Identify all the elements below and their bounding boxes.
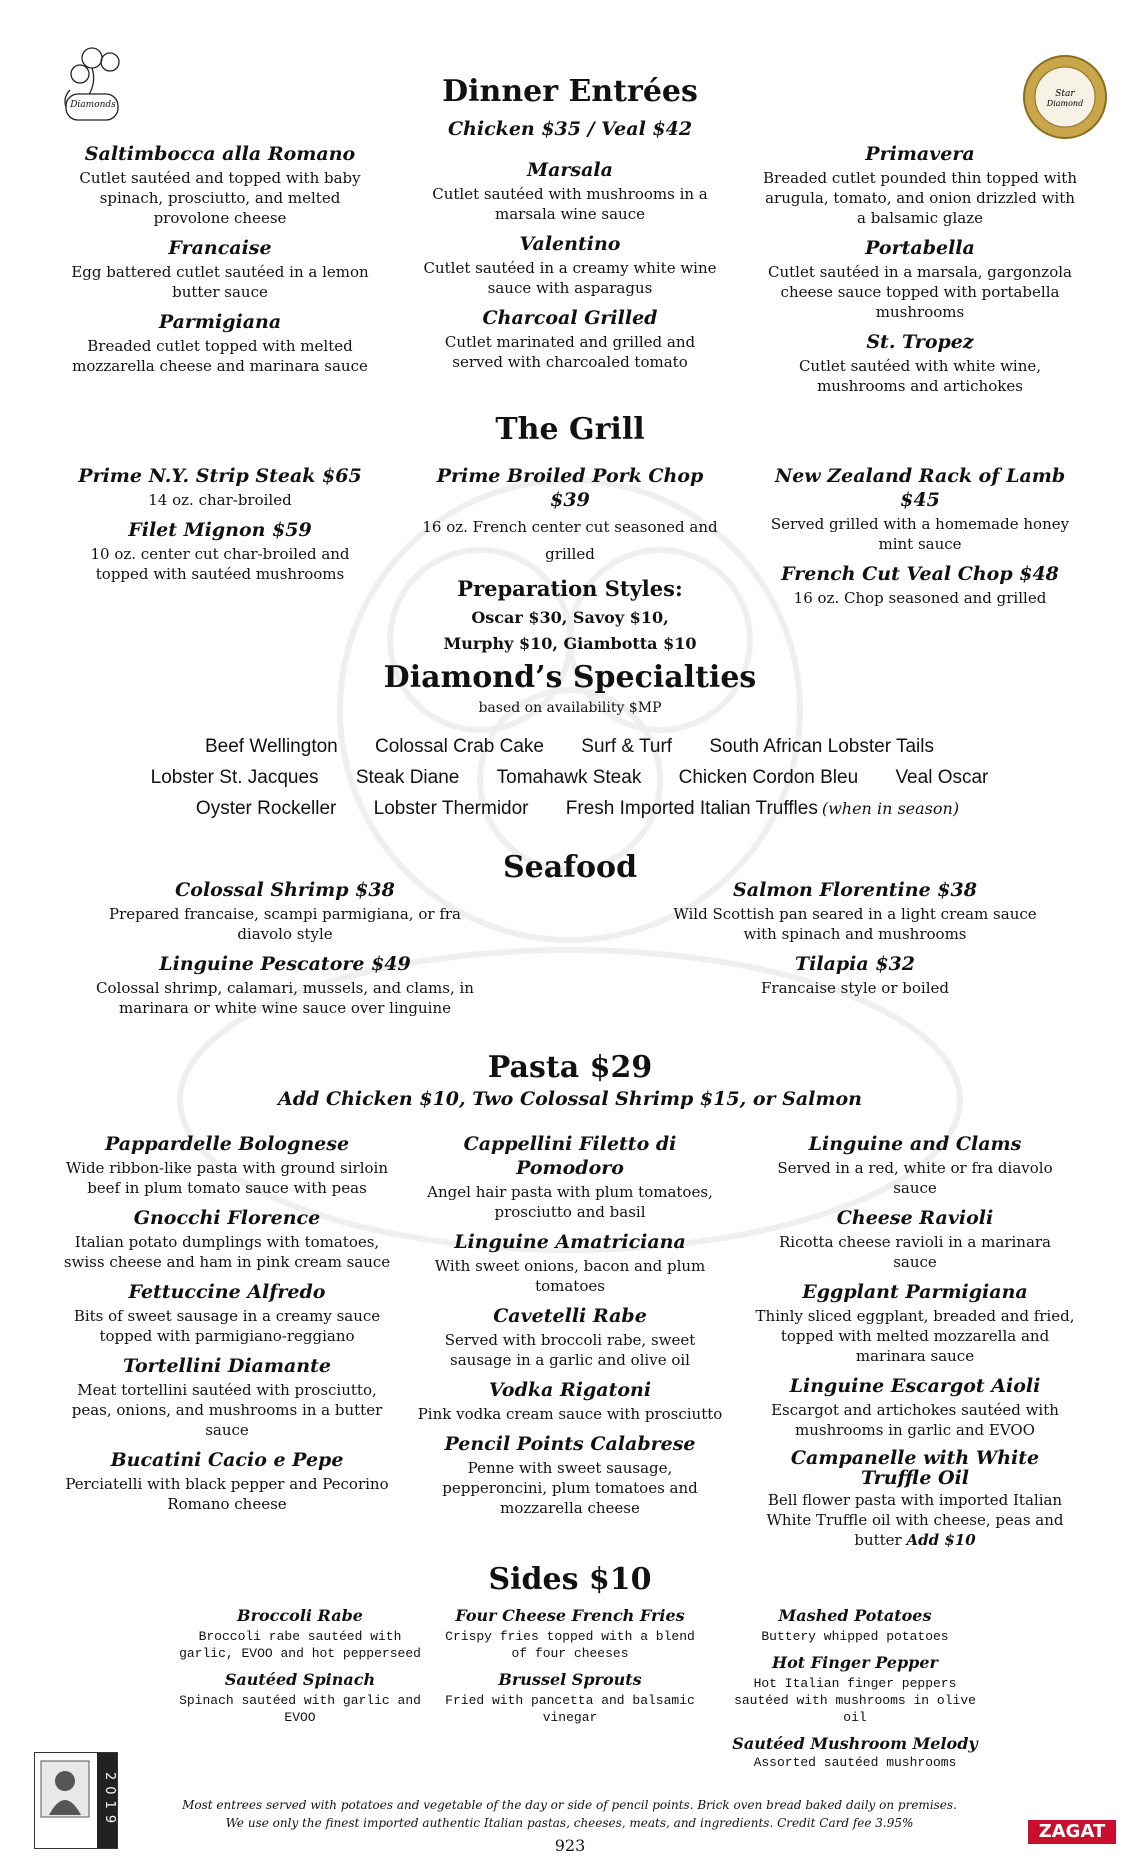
specialties-row-3: [0, 798, 1139, 820]
item-desc: Meat tortellini sautéed with prosciutto, peas, onions, and mushrooms in a butter sauce: [71, 1381, 383, 1439]
item-name: Portabella: [865, 237, 975, 259]
menu-item: [62, 1280, 392, 1346]
specialty-item: Lobster St. Jacques: [150, 767, 319, 788]
item-name: Vodka Rigatoni: [488, 1379, 652, 1401]
specialty-item: Lobster Thermidor: [373, 798, 529, 819]
item-name: Francaise: [168, 237, 272, 259]
item-desc: Francaise style or boiled: [761, 979, 949, 997]
grill-right-column: [760, 464, 1080, 616]
item-desc: Perciatelli with black pepper and Pecorino Romano cheese: [65, 1475, 389, 1513]
item-desc: 16 oz. French center cut seasoned and grilled: [422, 518, 718, 563]
item-desc: Bell flower pasta with imported Italian White Truffle oil with cheese, peas and butter: [766, 1491, 1064, 1549]
item-desc: Egg battered cutlet sautéed in a lemon butter sauce: [71, 263, 369, 301]
specialties-row-1: [0, 736, 1139, 758]
specialty-item: Tomahawk Steak: [496, 767, 642, 788]
item-desc: Served grilled with a homemade honey mint sauce: [770, 515, 1070, 553]
item-name: St. Tropez: [866, 331, 974, 353]
item-name: French Cut Veal Chop $48: [781, 563, 1059, 585]
item-desc: With sweet onions, bacon and plum tomatoes: [434, 1257, 706, 1295]
item-desc: 16 oz. Chop seasoned and grilled: [793, 589, 1047, 607]
item-desc: Wild Scottish pan seared in a light cream sauce with spinach and mushrooms: [673, 905, 1037, 943]
menu-item: [70, 236, 370, 302]
item-name: Prime N.Y. Strip Steak $65: [78, 465, 362, 487]
grill-center-column: [420, 464, 720, 657]
menu-item: [415, 1304, 725, 1370]
menu-item: [95, 878, 475, 944]
menu-item: [70, 464, 370, 510]
item-name: Tortellini Diamante: [123, 1355, 331, 1377]
item-name: Linguine Escargot Aioli: [789, 1375, 1041, 1397]
specialties-row-2: [0, 767, 1139, 789]
item-name: Linguine and Clams: [808, 1133, 1022, 1155]
footer-note-2: We use only the finest imported authentic Italian pastas, cheeses, meats, and ingredients. Credit Card fee 3.95%: [225, 1816, 914, 1830]
grill-title: The Grill: [495, 412, 645, 447]
item-desc: Ricotta cheese ravioli in a marinara sauce: [778, 1233, 1051, 1271]
pasta-title: Pasta $29: [487, 1050, 653, 1085]
menu-item: [70, 142, 370, 228]
sides-center-column: [445, 1606, 695, 1734]
item-desc: Colossal shrimp, calamari, mussels, and clams, in marinara or white wine sauce over linguine: [96, 979, 474, 1017]
item-name: Campanelle with White Truffle Oil: [790, 1447, 1040, 1489]
item-desc: 14 oz. char-broiled: [148, 491, 292, 509]
menu-item: [415, 1132, 725, 1222]
sides-title: Sides $10: [488, 1562, 652, 1597]
item-name: Four Cheese French Fries: [455, 1606, 685, 1625]
item-desc: Cutlet sautéed and topped with baby spinach, prosciutto, and melted provolone cheese: [79, 169, 361, 227]
specialty-item: Surf & Turf: [581, 736, 673, 757]
logo-text: Diamonds: [70, 100, 116, 110]
sides-right-column: [725, 1606, 985, 1771]
menu-item: [755, 1280, 1075, 1366]
menu-item: [170, 1670, 430, 1726]
item-desc: Cutlet sautéed with mushrooms in a marsala wine sauce: [432, 185, 708, 223]
menu-item: [760, 142, 1080, 228]
seafood-left-column: [95, 878, 475, 1026]
item-name: Brussel Sprouts: [498, 1670, 642, 1689]
item-name: Gnocchi Florence: [133, 1207, 321, 1229]
item-name: Mashed Potatoes: [778, 1606, 932, 1625]
item-desc: Served in a red, white or fra diavolo sauce: [777, 1159, 1053, 1197]
menu-item: [420, 464, 720, 568]
item-name: Sautéed Spinach: [224, 1670, 376, 1689]
specialty-item: Fresh Imported Italian Truffles: [565, 798, 818, 819]
pasta-right-column: [755, 1132, 1075, 1558]
item-name: Cappellini Filetto di Pomodoro: [463, 1133, 677, 1179]
item-desc: Fried with pancetta and balsamic vinegar: [445, 1693, 695, 1725]
item-desc: Penne with sweet sausage, pepperoncini, plum tomatoes and mozzarella cheese: [442, 1459, 698, 1517]
specialty-item: Steak Diane: [355, 767, 460, 788]
svg-text:Diamond: Diamond: [1046, 99, 1084, 108]
specialty-item: Veal Oscar: [895, 767, 989, 788]
item-name: Cheese Ravioli: [836, 1207, 994, 1229]
menu-item: [755, 1206, 1075, 1272]
pasta-subtitle: Add Chicken $10, Two Colossal Shrimp $15, or Salmon: [278, 1088, 862, 1110]
prep-styles-line2: Murphy $10, Giambotta $10: [443, 634, 697, 653]
menu-item: [415, 1378, 725, 1424]
prep-styles-line1: Oscar $30, Savoy $10,: [471, 608, 669, 627]
add-on-price: Add $10: [906, 1531, 976, 1549]
item-desc: Spinach sautéed with garlic and EVOO: [179, 1693, 421, 1725]
menu-item: [725, 1653, 985, 1726]
menu-item: [70, 518, 370, 584]
menu-item: [760, 562, 1080, 608]
item-name: Saltimbocca alla Romano: [84, 143, 356, 165]
item-desc: 10 oz. center cut char-broiled and topped with sautéed mushrooms: [90, 545, 350, 583]
seafood-right-column: [660, 878, 1050, 1006]
item-name: Filet Mignon $59: [128, 519, 312, 541]
dinner-center-column: [420, 158, 720, 380]
badge-year: 2019: [97, 1753, 117, 1848]
menu-item: [760, 464, 1080, 554]
specialty-item: Oyster Rockeller: [195, 798, 337, 819]
dinner-right-column: [760, 142, 1080, 404]
item-desc: Broccoli rabe sautéed with garlic, EVOO and hot pepperseed: [179, 1629, 421, 1661]
page-number: 923: [554, 1836, 586, 1855]
item-name: Tilapia $32: [795, 953, 915, 975]
item-name: New Zealand Rack of Lamb $45: [774, 465, 1066, 511]
item-desc: Cutlet marinated and grilled and served with charcoaled tomato: [444, 333, 696, 371]
menu-item: [62, 1448, 392, 1514]
menu-item: [755, 1374, 1075, 1440]
specialty-item: Chicken Cordon Bleu: [678, 767, 859, 788]
item-desc: Prepared francaise, scampi parmigiana, or fra diavolo style: [109, 905, 461, 943]
item-desc: Cutlet sautéed in a creamy white wine sauce with asparagus: [423, 259, 717, 297]
seafood-title: Seafood: [502, 850, 638, 885]
menu-item: [445, 1670, 695, 1726]
dinner-subtitle: Chicken $35 / Veal $42: [447, 118, 693, 140]
menu-item: [725, 1734, 985, 1771]
menu-item: [170, 1606, 430, 1662]
menu-item: [62, 1354, 392, 1440]
footer-note-1: Most entrees served with potatoes and vegetable of the day or side of pencil points. Brick oven bread baked daily on premises.: [182, 1798, 957, 1812]
specialty-note: (when in season): [821, 799, 960, 818]
item-desc: Pink vodka cream sauce with prosciutto: [417, 1405, 723, 1423]
item-desc: Cutlet sautéed with white wine, mushrooms and artichokes: [798, 357, 1042, 395]
menu-item: [445, 1606, 695, 1662]
item-name: Pencil Points Calabrese: [444, 1433, 696, 1455]
item-desc: Escargot and artichokes sautéed with mushrooms in garlic and EVOO: [771, 1401, 1059, 1439]
restaurant-logo: [52, 40, 147, 130]
item-name: Sautéed Mushroom Melody: [732, 1734, 978, 1753]
award-seal: [1022, 54, 1108, 140]
item-desc: Buttery whipped potatoes: [761, 1629, 949, 1644]
item-name: Prime Broiled Pork Chop $39: [436, 465, 704, 511]
item-desc: Italian potato dumplings with tomatoes, swiss cheese and ham in pink cream sauce: [63, 1233, 391, 1271]
menu-item: [755, 1448, 1075, 1550]
menu-item: [62, 1206, 392, 1272]
item-desc: Hot Italian finger peppers sautéed with mushrooms in olive oil: [734, 1676, 976, 1725]
item-name: Broccoli Rabe: [237, 1606, 363, 1625]
item-desc: Cutlet sautéed in a marsala, gargonzola cheese sauce topped with portabella mushrooms: [768, 263, 1072, 321]
menu-item: [420, 232, 720, 298]
menu-item: [755, 1132, 1075, 1198]
menu-item: [660, 952, 1050, 998]
specialties-title: Diamond’s Specialties: [383, 660, 757, 695]
menu-item: [660, 878, 1050, 944]
menu-item: [760, 330, 1080, 396]
pasta-center-column: [415, 1132, 725, 1526]
item-name: Parmigiana: [158, 311, 282, 333]
item-name: Charcoal Grilled: [482, 307, 658, 329]
item-desc: Breaded cutlet topped with melted mozzarella cheese and marinara sauce: [72, 337, 368, 375]
item-name: Valentino: [519, 233, 621, 255]
item-desc: Thinly sliced eggplant, breaded and fried, topped with melted mozzarella and marinara sauce: [755, 1307, 1075, 1365]
item-name: Linguine Pescatore $49: [159, 953, 411, 975]
item-desc: Served with broccoli rabe, sweet sausage in a garlic and olive oil: [444, 1331, 696, 1369]
item-name: Hot Finger Pepper: [772, 1653, 938, 1672]
sides-left-column: [170, 1606, 430, 1734]
menu-item: [420, 158, 720, 224]
item-name: Primavera: [865, 143, 975, 165]
item-desc: Wide ribbon-like pasta with ground sirloin beef in plum tomato sauce with peas: [66, 1159, 388, 1197]
menu-item: [415, 1230, 725, 1296]
specialty-item: Colossal Crab Cake: [375, 736, 544, 757]
zagat-logo: ZAGAT: [1028, 1820, 1116, 1844]
menu-item: [70, 310, 370, 376]
dinner-title: Dinner Entrées: [442, 74, 698, 109]
menu-item: [62, 1132, 392, 1198]
menu-item: [420, 306, 720, 372]
specialty-item: South African Lobster Tails: [709, 736, 934, 757]
item-desc: Angel hair pasta with plum tomatoes, prosciutto and basil: [427, 1183, 713, 1221]
menu-item: [725, 1606, 985, 1645]
item-name: Cavetelli Rabe: [493, 1305, 647, 1327]
flower-logo-icon: [52, 40, 147, 130]
grill-left-column: [70, 464, 370, 592]
item-name: Colossal Shrimp $38: [175, 879, 395, 901]
svg-text:Star: Star: [1055, 89, 1075, 99]
specialties-subtitle: based on availability $MP: [478, 700, 662, 716]
specialty-item: Beef Wellington: [205, 736, 338, 757]
award-seal-icon: [1022, 54, 1108, 140]
item-desc: Bits of sweet sausage in a creamy sauce topped with parmigiano-reggiano: [73, 1307, 381, 1345]
item-name: Pappardelle Bolognese: [104, 1133, 350, 1155]
pasta-left-column: [62, 1132, 392, 1522]
dinner-left-column: [70, 142, 370, 384]
item-desc: Breaded cutlet pounded thin topped with arugula, tomato, and onion drizzled with a balsamic glaze: [763, 169, 1077, 227]
menu-item: [95, 952, 475, 1018]
menu-item: [760, 236, 1080, 322]
item-name: Marsala: [527, 159, 613, 181]
item-name: Salmon Florentine $38: [733, 879, 977, 901]
item-name: Fettuccine Alfredo: [128, 1281, 326, 1303]
item-desc: Crispy fries topped with a blend of four cheeses: [445, 1629, 695, 1661]
item-name: Bucatini Cacio e Pepe: [110, 1449, 344, 1471]
item-name: Eggplant Parmigiana: [802, 1281, 1028, 1303]
prep-styles-title: Preparation Styles:: [457, 576, 683, 601]
item-name: Linguine Amatriciana: [454, 1231, 686, 1253]
item-desc: Assorted sautéed mushrooms: [753, 1755, 957, 1770]
menu-item: [415, 1432, 725, 1518]
